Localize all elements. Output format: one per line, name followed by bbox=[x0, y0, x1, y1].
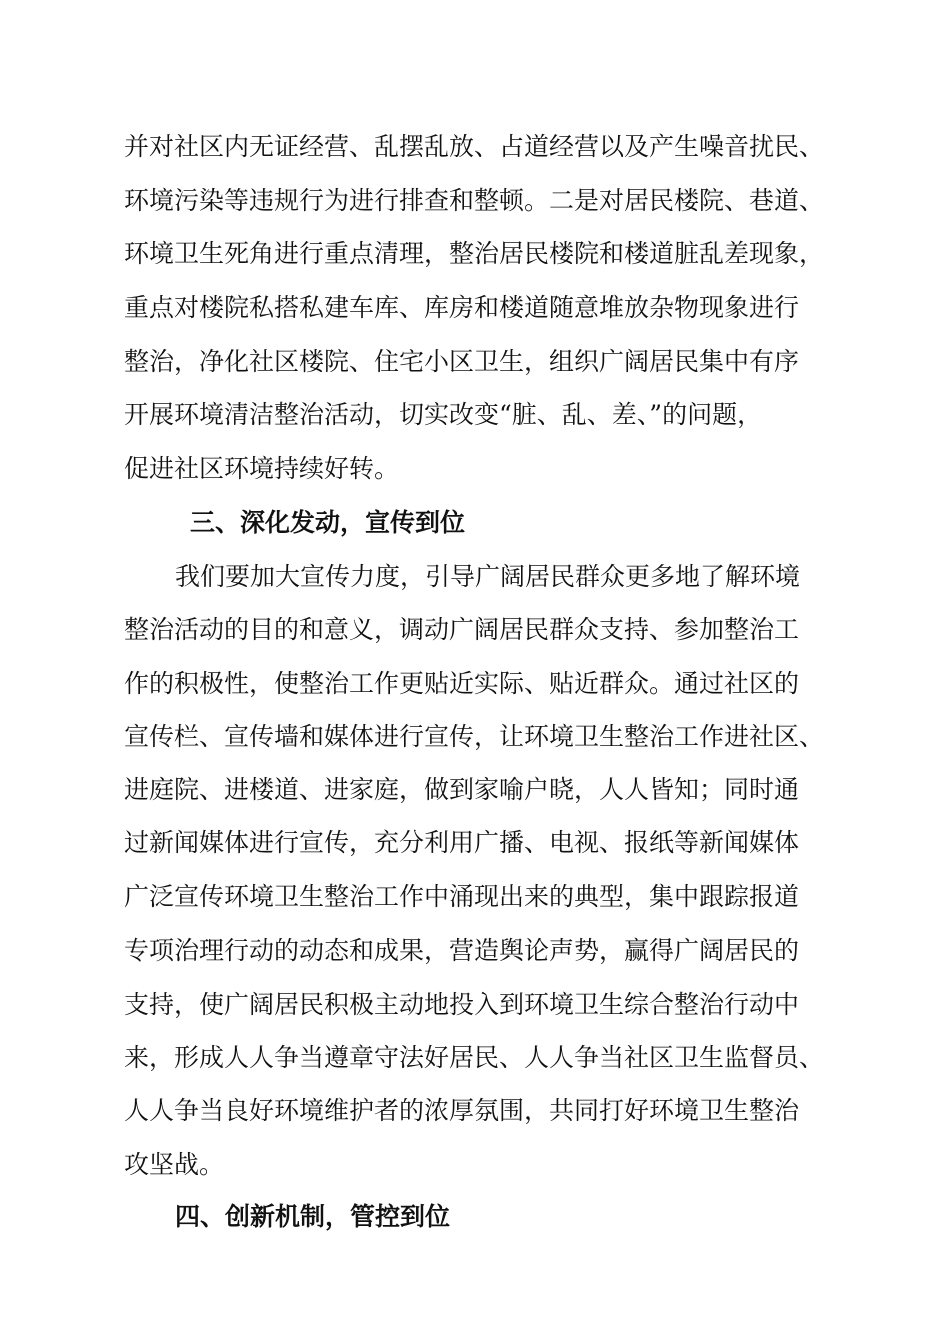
paragraph-2-line-1: 我们要加大宣传力度，引导广阔居民群众更多地了解环境 bbox=[175, 562, 801, 591]
paragraph-2-line-7: 广泛宣传环境卫生整治工作中涌现出来的典型，集中跟踪报道 bbox=[124, 882, 800, 911]
paragraph-1-line-7: 促进社区环境持续好转。 bbox=[124, 454, 400, 483]
paragraph-2-line-9: 支持，使广阔居民积极主动地投入到环境卫生综合整治行动中 bbox=[124, 990, 800, 1019]
paragraph-2-line-3: 作的积极性，使整治工作更贴近实际、贴近群众。通过社区的 bbox=[124, 669, 800, 698]
paragraph-1-line-5: 整治，净化社区楼院、住宅小区卫生，组织广阔居民集中有序 bbox=[124, 347, 800, 376]
paragraph-1-line-1: 并对社区内无证经营、乱摆乱放、占道经营以及产生噪音扰民、 bbox=[124, 132, 825, 161]
paragraph-2-line-2: 整治活动的目的和意义，调动广阔居民群众支持、参加整治工 bbox=[124, 615, 800, 644]
paragraph-1-line-3: 环境卫生死角进行重点清理，整治居民楼院和楼道脏乱差现象， bbox=[124, 239, 825, 268]
paragraph-2-line-6: 过新闻媒体进行宣传，充分利用广播、电视、报纸等新闻媒体 bbox=[124, 828, 800, 857]
paragraph-2-line-8: 专项治理行动的动态和成果，营造舆论声势，赢得广阔居民的 bbox=[124, 936, 800, 965]
paragraph-2-line-10: 来，形成人人争当遵章守法好居民、人人争当社区卫生监督员、 bbox=[124, 1043, 825, 1072]
section-heading-3: 三、深化发动，宣传到位 bbox=[190, 508, 466, 537]
paragraph-2-line-11: 人人争当良好环境维护者的浓厚氛围，共同打好环境卫生整治 bbox=[124, 1096, 800, 1125]
paragraph-1-line-2: 环境污染等违规行为进行排查和整顿。二是对居民楼院、巷道、 bbox=[124, 186, 825, 215]
paragraph-2-line-4: 宣传栏、宣传墙和媒体进行宣传，让环境卫生整治工作进社区、 bbox=[124, 722, 825, 751]
section-heading-4: 四、创新机制，管控到位 bbox=[175, 1202, 451, 1231]
paragraph-2-line-5: 进庭院、进楼道、进家庭，做到家喻户晓，人人皆知；同时通 bbox=[124, 775, 800, 804]
paragraph-1-line-6: 开展环境清洁整治活动，切实改变“脏、乱、差、”的问题， bbox=[124, 400, 763, 429]
paragraph-1-line-4: 重点对楼院私搭私建车库、库房和楼道随意堆放杂物现象进行 bbox=[124, 293, 800, 322]
paragraph-2-line-12: 攻坚战。 bbox=[124, 1150, 225, 1179]
